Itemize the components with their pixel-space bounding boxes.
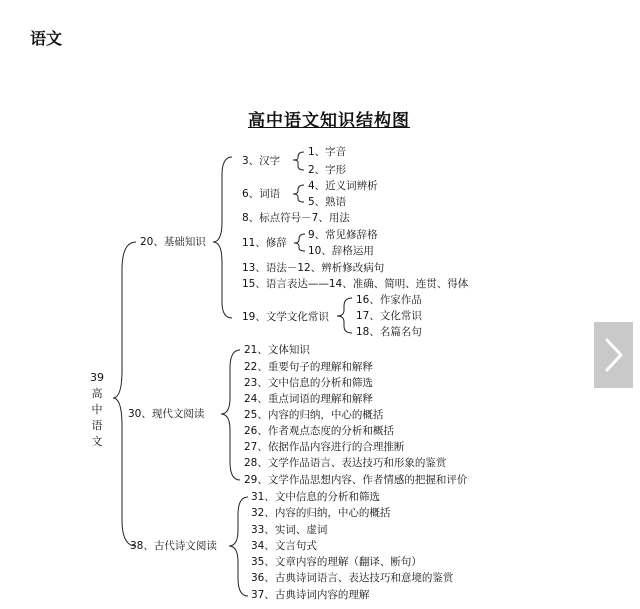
sub-node: 1、字音 (308, 146, 347, 158)
section-basics: 20、基础知识 (140, 236, 206, 248)
next-button[interactable] (594, 322, 633, 388)
chevron-right-icon (604, 337, 624, 373)
chart-title: 高中语文知识结构图 (248, 111, 410, 131)
node: 21、文体知识 (244, 344, 310, 356)
node: 33、实词、虚词 (251, 524, 328, 536)
node: 32、内容的归纳，中心的概括 (251, 507, 391, 519)
node: 27、依据作品内容进行的合理推断 (244, 441, 405, 453)
node: 15、语言表达——14、准确、简明、连贯、得体 (242, 278, 469, 290)
sub-node: 5、熟语 (308, 196, 347, 208)
node: 37、古典诗词内容的理解 (251, 589, 370, 601)
node: 11、修辞 (242, 237, 287, 249)
node: 26、作者观点态度的分析和概括 (244, 425, 394, 437)
page-header-label: 语文 (30, 29, 63, 48)
section-classical: 38、古代诗文阅读 (130, 540, 217, 552)
node: 28、文学作品语言、表达技巧和形象的鉴赏 (244, 457, 447, 469)
node: 8、标点符号－7、用法 (242, 212, 350, 224)
node: 24、重点词语的理解和解释 (244, 393, 373, 405)
sub-node: 10、辞格运用 (308, 245, 374, 257)
node: 6、词语 (242, 188, 281, 200)
node: 31、文中信息的分析和筛选 (251, 491, 380, 503)
node: 23、文中信息的分析和筛选 (244, 377, 373, 389)
node: 34、文言句式 (251, 540, 317, 552)
node: 29、文学作品思想内容、作者情感的把握和评价 (244, 474, 468, 486)
sub-node: 17、文化常识 (356, 310, 422, 322)
sub-node: 16、作家作品 (356, 294, 422, 306)
sub-node: 18、名篇名句 (356, 326, 422, 338)
node: 25、内容的归纳，中心的概括 (244, 409, 384, 421)
root-char: 语 (91, 419, 103, 432)
root-node (90, 370, 104, 450)
root-char: 高 (91, 387, 103, 400)
node: 19、文学文化常识 (242, 311, 329, 323)
node: 22、重要句子的理解和解释 (244, 361, 373, 373)
sub-node: 4、近义词辨析 (308, 180, 378, 192)
node: 35、文章内容的理解（翻译、断句） (251, 556, 422, 568)
sub-node: 2、字形 (308, 164, 347, 176)
node: 3、汉字 (242, 155, 281, 167)
node: 36、古典诗词语言、表达技巧和意境的鉴赏 (251, 572, 454, 584)
node: 13、语法－12、辨析修改病句 (242, 262, 385, 274)
section-modern: 30、现代文阅读 (128, 408, 205, 420)
root-char: 中 (91, 403, 103, 416)
root-number: 39 (90, 371, 104, 384)
sub-node: 9、常见修辞格 (308, 229, 378, 241)
root-char: 文 (91, 435, 103, 448)
